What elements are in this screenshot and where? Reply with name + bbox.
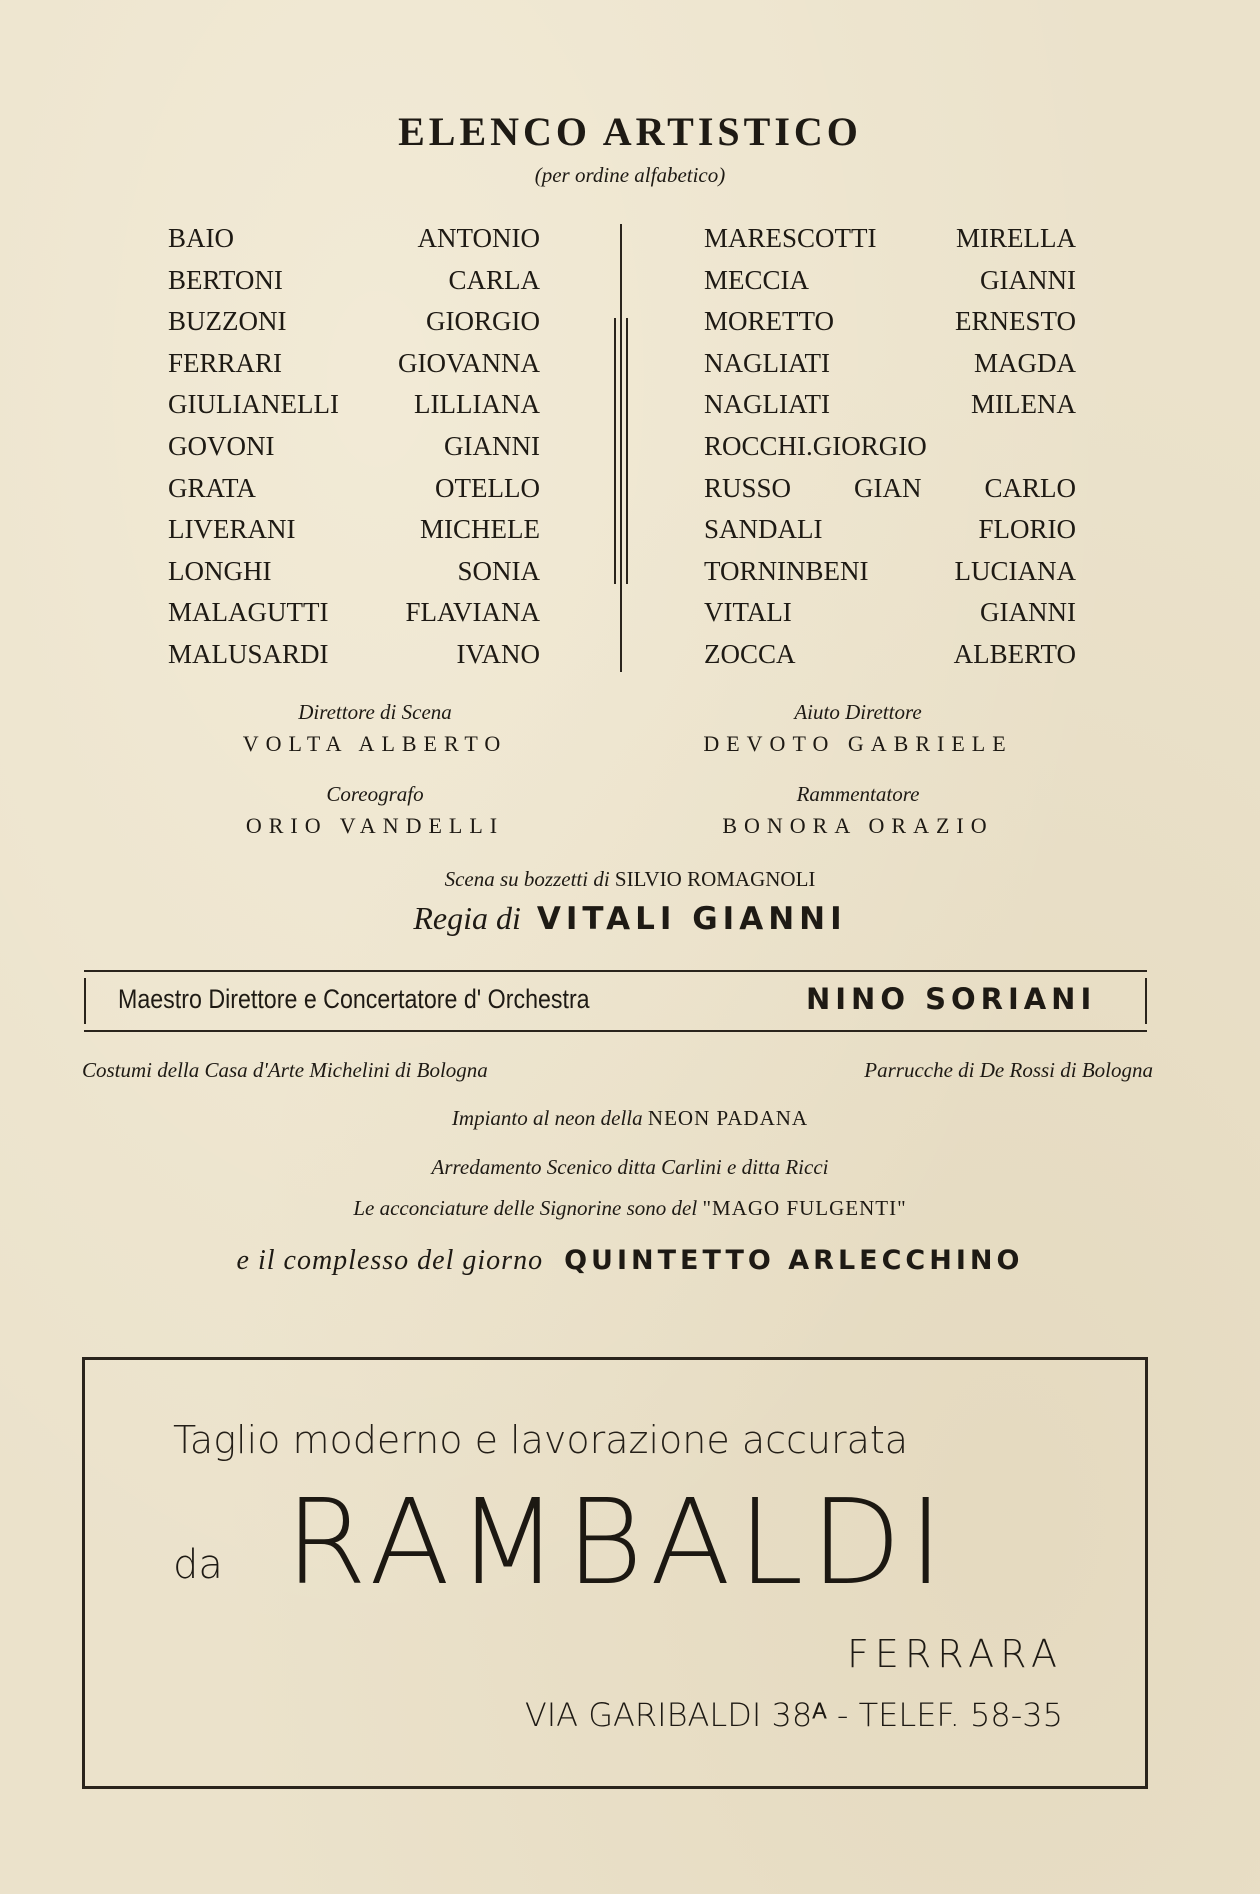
direction-credit-prefix: Regia di bbox=[413, 900, 521, 936]
cast-name: VITALI GIANNI bbox=[704, 597, 1076, 628]
hairdressing-credit bbox=[0, 1196, 1260, 1221]
cast-name: MALAGUTTI FLAVIANA bbox=[168, 597, 540, 628]
column-divider-accent bbox=[614, 318, 616, 584]
cast-name: LONGHI SONIA bbox=[168, 555, 540, 586]
cast-name: BERTONI CARLA bbox=[168, 264, 540, 295]
cast-name: ROCCHI.GIORGIO bbox=[704, 430, 927, 461]
conductor-label: Maestro Direttore e Concertatore d' Orchestra bbox=[118, 984, 590, 1014]
assistant-director-name: DEVOTO GABRIELE bbox=[703, 731, 1013, 756]
cast-name: ZOCCA ALBERTO bbox=[704, 638, 1076, 669]
band-credit-name: QUINTETTO ARLECCHINO bbox=[564, 1245, 1024, 1276]
prompter-name: BONORA ORAZIO bbox=[722, 813, 994, 838]
cast-name: BUZZONI GIORGIO bbox=[168, 306, 540, 337]
lighting-credit-prefix: Impianto al neon della bbox=[451, 1106, 643, 1130]
cast-name: MARESCOTTI MIRELLA bbox=[704, 223, 1076, 253]
box-edge bbox=[84, 978, 86, 1024]
cast-name: MORETTO ERNESTO bbox=[704, 306, 1076, 337]
cast-name: NAGLIATI MAGDA bbox=[704, 347, 1076, 378]
wigs-credit: Parrucche di De Rossi di Bologna bbox=[864, 1058, 1153, 1082]
direction-credit bbox=[0, 900, 1260, 937]
choreographer-label: Coreografo bbox=[326, 782, 424, 806]
page-title: ELENCO ARTISTICO bbox=[398, 109, 862, 154]
ad-tagline: Taglio moderno e lavorazione accurata bbox=[173, 1418, 909, 1462]
ad-brand-name: RAMBALDI bbox=[285, 1473, 951, 1611]
cast-list-left bbox=[168, 218, 540, 676]
cast-name: SANDALI FLORIO bbox=[704, 514, 1076, 545]
assistant-director-label: Aiuto Direttore bbox=[794, 700, 922, 724]
prompter-label: Rammentatore bbox=[796, 782, 920, 806]
cast-name: GRATA OTELLO bbox=[168, 472, 540, 503]
choreographer-name: ORIO VANDELLI bbox=[245, 813, 505, 838]
hairdressing-credit-prefix: Le acconciature delle Signorine sono del bbox=[353, 1196, 698, 1220]
hairdressing-credit-name: "MAGO FULGENTI" bbox=[702, 1196, 907, 1220]
lighting-credit-name: NEON PADANA bbox=[647, 1106, 809, 1130]
cast-name: NAGLIATI MILENA bbox=[704, 389, 1076, 420]
band-credit bbox=[0, 1245, 1260, 1277]
cast-name: BAIO ANTONIO bbox=[168, 223, 540, 253]
page-subtitle: (per ordine alfabetico) bbox=[534, 163, 726, 187]
ad-address: VIA GARIBALDI 38ᴬ - TELEF. 58-35 bbox=[524, 1696, 1063, 1734]
ad-city: FERRARA bbox=[847, 1632, 1063, 1676]
column-divider-accent bbox=[626, 318, 628, 584]
cast-name: LIVERANI MICHELE bbox=[168, 514, 540, 545]
advertisement-box bbox=[82, 1357, 1148, 1789]
cast-name: MALUSARDI IVANO bbox=[168, 638, 540, 669]
stage-director-block bbox=[165, 700, 585, 757]
stage-director-label: Direttore di Scena bbox=[298, 700, 452, 724]
cast-name: MECCIA GIANNI bbox=[704, 264, 1076, 295]
choreographer-block bbox=[165, 782, 585, 839]
cast-name: TORNINBENI LUCIANA bbox=[704, 555, 1076, 586]
conductor-box bbox=[84, 970, 1147, 1032]
lighting-credit bbox=[0, 1106, 1260, 1131]
cast-name: RUSSO GIAN CARLO bbox=[704, 472, 1076, 503]
scenery-credit-name: SILVIO ROMAGNOLI bbox=[614, 867, 816, 891]
assistant-director-block bbox=[648, 700, 1068, 757]
conductor-name: NINO SORIANI bbox=[806, 982, 1097, 1016]
ad-da: da bbox=[173, 1542, 223, 1588]
costumes-credit: Costumi della Casa d'Arte Michelini di Bologna bbox=[82, 1058, 488, 1082]
scenery-credit bbox=[0, 867, 1260, 892]
band-credit-prefix: e il complesso del giorno bbox=[236, 1245, 544, 1276]
box-edge bbox=[1145, 978, 1147, 1024]
cast-list-right bbox=[704, 218, 1076, 676]
cast-name: FERRARI GIOVANNA bbox=[168, 347, 540, 378]
cast-name: GIULIANELLI LILLIANA bbox=[168, 389, 540, 420]
scenery-credit-prefix: Scena su bozzetti di bbox=[444, 867, 610, 891]
prompter-block bbox=[648, 782, 1068, 839]
stage-director-name: VOLTA ALBERTO bbox=[242, 731, 508, 756]
column-divider bbox=[620, 224, 622, 672]
furnishing-credit: Arredamento Scenico ditta Carlini e ditta Ricci bbox=[431, 1155, 829, 1179]
cast-name: GOVONI GIANNI bbox=[168, 430, 540, 461]
direction-credit-name: VITALI GIANNI bbox=[536, 901, 847, 937]
